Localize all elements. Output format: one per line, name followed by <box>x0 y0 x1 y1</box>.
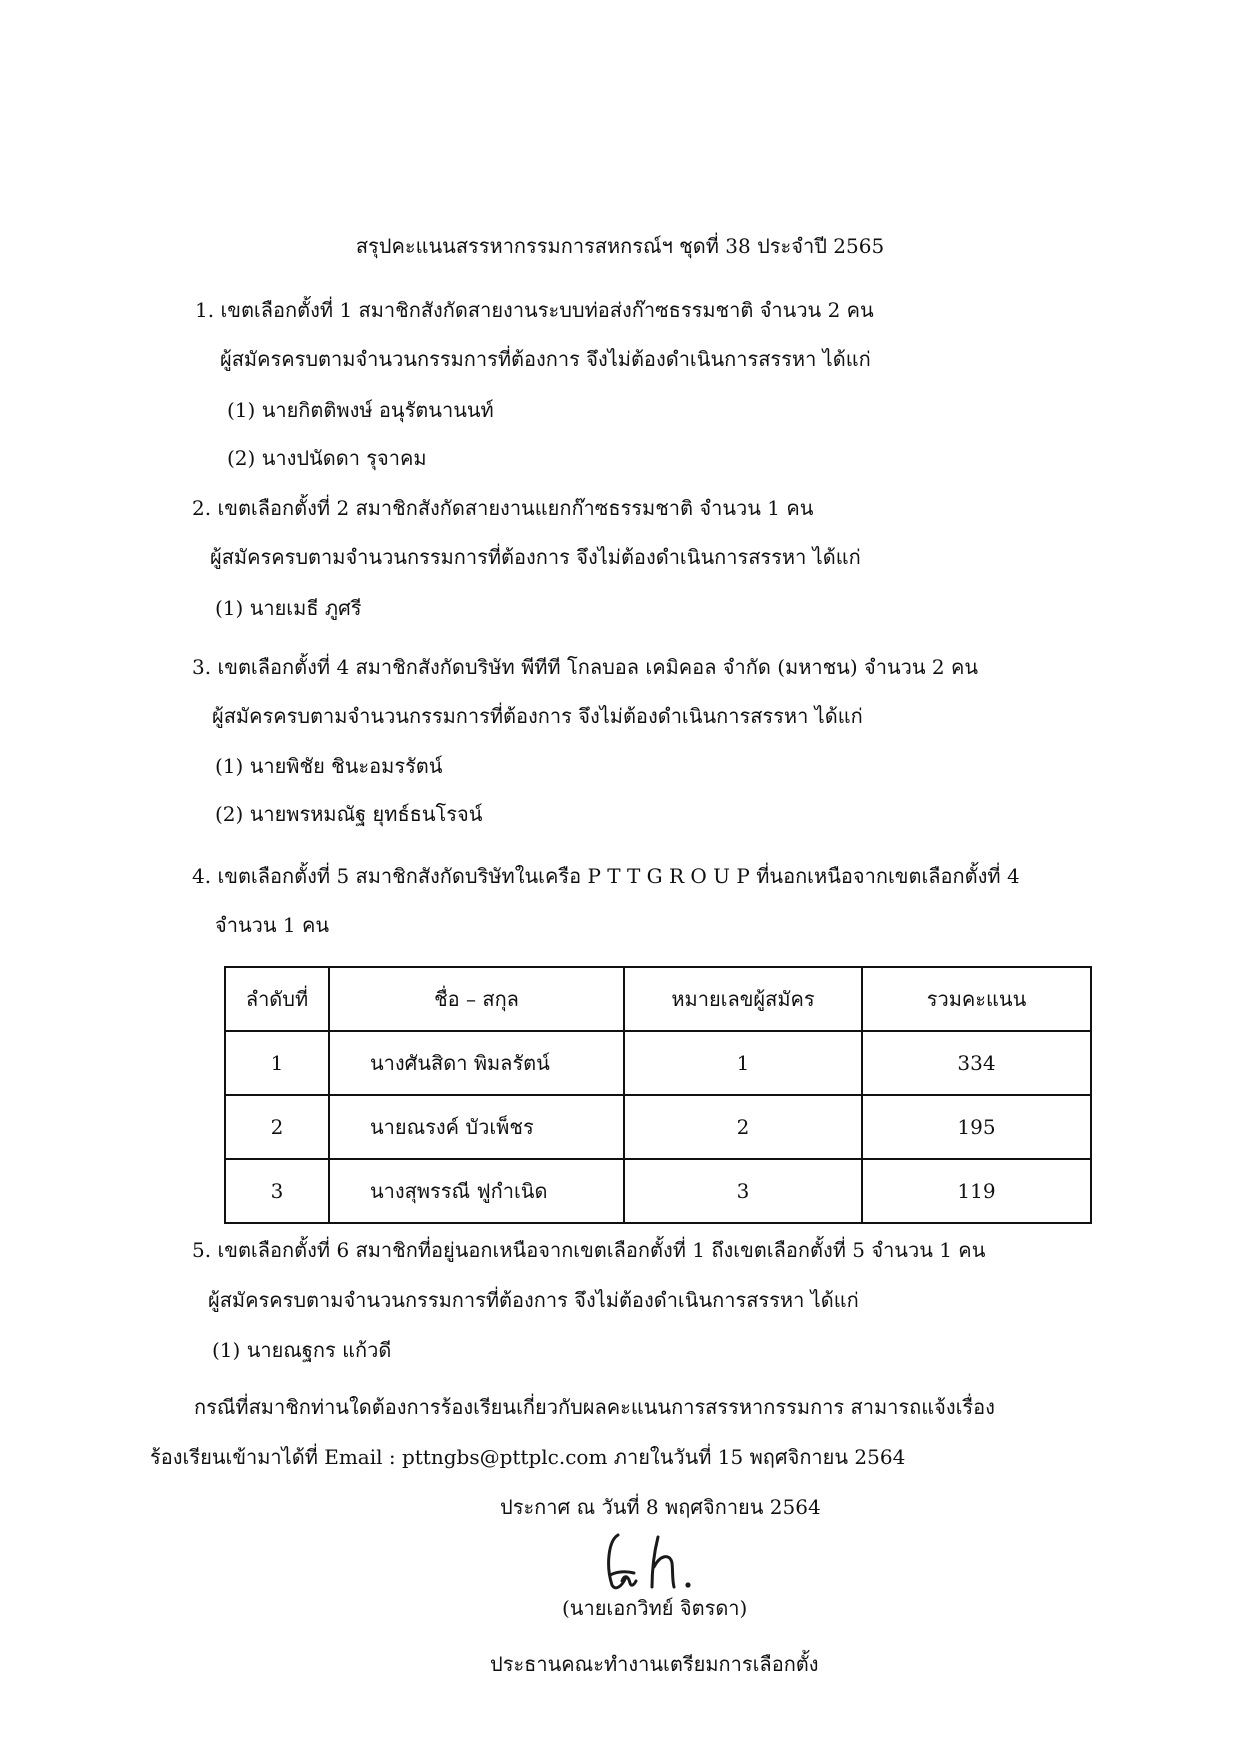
announce-date: ประกาศ ณ วันที่ 8 พฤศจิกายน 2564 <box>500 1495 821 1519</box>
section-3-name-2: (2) นายพรหมณัฐ ยุทธ์ธนโรจน์ <box>215 802 483 826</box>
signer-title: ประธานคณะทำงานเตรียมการเลือกตั้ง <box>490 1652 819 1676</box>
signer-name: (นายเอกวิทย์ จิตรดา) <box>562 1596 748 1620</box>
section-4-heading: 4. เขตเลือกตั้งที่ 5 สมาชิกสังกัดบริษัทในเครือ P T T G R O U P ที่นอกเหนือจากเขตเลือกตั้งที่ 4 <box>192 864 1020 888</box>
cell-order: 3 <box>225 1159 329 1223</box>
header-candidate-number: หมายเลขผู้สมัคร <box>624 967 862 1031</box>
header-order: ลำดับที่ <box>225 967 329 1031</box>
section-2-name-1: (1) นายเมธี ภูศรี <box>215 596 362 620</box>
section-1-name-2: (2) นางปนัดดา รุจาคม <box>227 446 427 470</box>
cell-total-score: 195 <box>862 1095 1091 1159</box>
section-4-heading-line2: จำนวน 1 คน <box>215 913 330 937</box>
complaint-line-2: ร้องเรียนเข้ามาได้ที่ Email : pttngbs@pttplc.com ภายในวันที่ 15 พฤศจิกายน 2564 <box>150 1445 906 1469</box>
section-1-heading: 1. เขตเลือกตั้งที่ 1 สมาชิกสังกัดสายงานระบบท่อส่งก๊าซธรรมชาติ จำนวน 2 คน <box>195 298 874 322</box>
table-row <box>225 1095 1091 1159</box>
section-2-heading: 2. เขตเลือกตั้งที่ 2 สมาชิกสังกัดสายงานแยกก๊าซธรรมชาติ จำนวน 1 คน <box>192 496 814 520</box>
section-2-note: ผู้สมัครครบตามจำนวนกรรมการที่ต้องการ จึงไม่ต้องดำเนินการสรรหา ได้แก่ <box>210 545 861 569</box>
section-3-name-1: (1) นายพิชัย ชินะอมรรัตน์ <box>215 754 443 778</box>
table-row <box>225 1159 1091 1223</box>
section-3-note: ผู้สมัครครบตามจำนวนกรรมการที่ต้องการ จึงไม่ต้องดำเนินการสรรหา ได้แก่ <box>212 704 863 728</box>
section-1-note: ผู้สมัครครบตามจำนวนกรรมการที่ต้องการ จึงไม่ต้องดำเนินการสรรหา ได้แก่ <box>220 347 871 371</box>
section-5-heading: 5. เขตเลือกตั้งที่ 6 สมาชิกที่อยู่นอกเหนือจากเขตเลือกตั้งที่ 1 ถึงเขตเลือกตั้งที่ 5 จำนวน 1 คน <box>192 1238 986 1262</box>
cell-name: นางสุพรรณี ฟูกำเนิด <box>329 1159 624 1223</box>
section-5-note: ผู้สมัครครบตามจำนวนกรรมการที่ต้องการ จึงไม่ต้องดำเนินการสรรหา ได้แก่ <box>208 1288 859 1312</box>
cell-candidate-number: 3 <box>624 1159 862 1223</box>
complaint-line-1: กรณีที่สมาชิกท่านใดต้องการร้องเรียนเกี่ยวกับผลคะแนนการสรรหากรรมการ สามารถแจ้งเรื่อง <box>194 1395 995 1419</box>
cell-total-score: 119 <box>862 1159 1091 1223</box>
table-header-row <box>225 967 1091 1031</box>
results-table <box>224 966 1092 1224</box>
section-3-heading: 3. เขตเลือกตั้งที่ 4 สมาชิกสังกัดบริษัท พีทีที โกลบอล เคมิคอล จำกัด (มหาชน) จำนวน 2 คน <box>192 655 979 679</box>
cell-name: นางศันสิดา พิมลรัตน์ <box>329 1031 624 1095</box>
cell-candidate-number: 1 <box>624 1031 862 1095</box>
header-name: ชื่อ – สกุล <box>329 967 624 1031</box>
section-1-name-1: (1) นายกิตติพงษ์ อนุรัตนานนท์ <box>227 398 494 422</box>
cell-total-score: 334 <box>862 1031 1091 1095</box>
section-5-name-1: (1) นายณฐกร แก้วดี <box>212 1338 392 1362</box>
signature-image <box>600 1527 700 1597</box>
table-row <box>225 1031 1091 1095</box>
cell-order: 1 <box>225 1031 329 1095</box>
page-title: สรุปคะแนนสรรหากรรมการสหกรณ์ฯ ชุดที่ 38 ประจำปี 2565 <box>355 234 885 258</box>
cell-order: 2 <box>225 1095 329 1159</box>
header-total-score: รวมคะแนน <box>862 967 1091 1031</box>
cell-name: นายณรงค์ บัวเพ็ชร <box>329 1095 624 1159</box>
cell-candidate-number: 2 <box>624 1095 862 1159</box>
